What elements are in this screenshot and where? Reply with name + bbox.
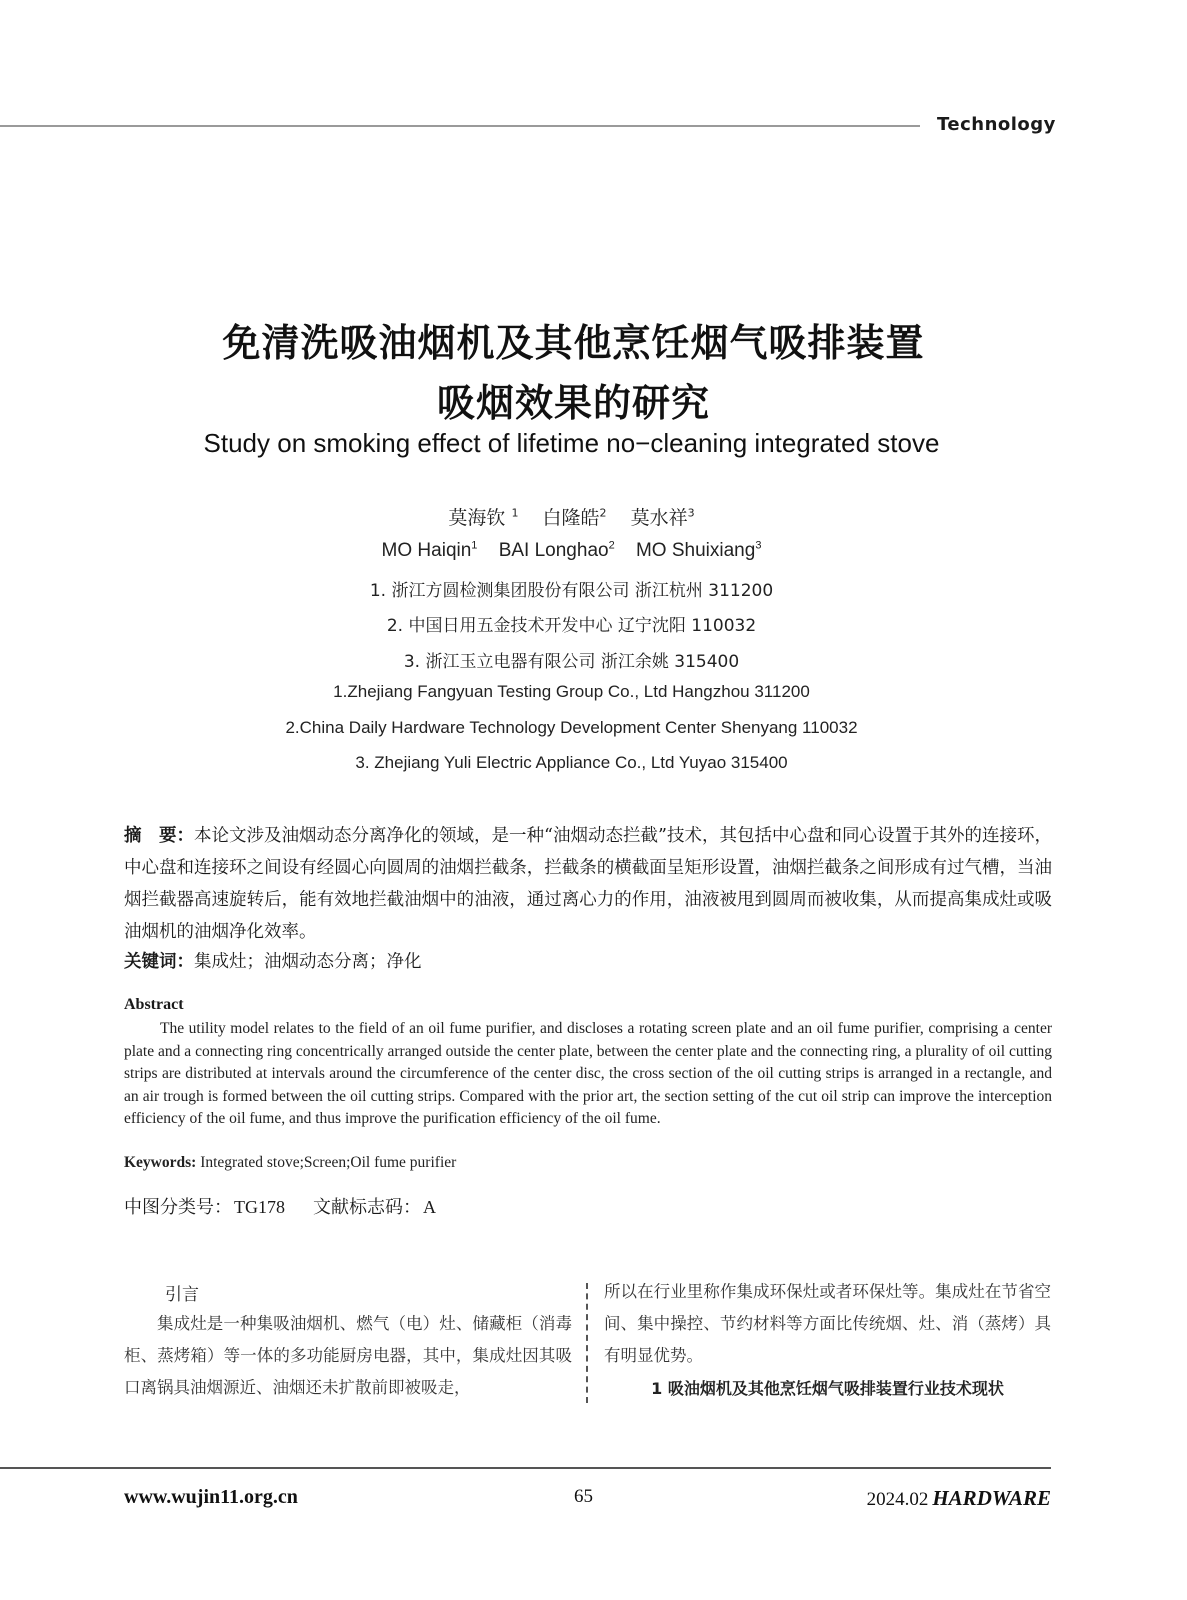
abstract-cn: [124, 820, 1052, 948]
body-left-column: 集成灶是一种集吸油烟机、燃气（电）灶、储藏柜（消毒柜、蒸烤箱）等一体的多功能厨房电器，其中，集成灶因其吸口离锅具油烟源近、油烟还未扩散前即被吸走，: [124, 1314, 572, 1397]
column-divider: [586, 1283, 588, 1403]
author-cn-1: 莫海钦 $^1$: [448, 506, 519, 529]
clc-label: 中图分类号：: [124, 1197, 232, 1218]
affiliation-cn-3: 3. 浙江玉立电器有限公司 浙江余姚 315400: [403, 652, 740, 672]
section-tag: Technology: [937, 114, 1056, 135]
doc-code-label: 文献标志码：: [313, 1197, 421, 1218]
clc-value: TG178: [234, 1197, 285, 1217]
footer-journal: [867, 1486, 1051, 1511]
doc-code-value: A: [423, 1197, 436, 1217]
footer-issue: 2024.02: [866, 1489, 929, 1510]
body-right-column: 所以在行业里称作集成环保灶或者环保灶等。集成灶在节省空间、集中操控、节约材料等方面比传统烟、灶、消（蒸烤）具有明显优势。: [604, 1282, 1051, 1365]
author-en-3: MO Shuixiang$^3$: [635, 539, 762, 561]
abstract-cn-text: 本论文涉及油烟动态分离净化的领域，是一种“油烟动态拦截”技术，其包括中心盘和同心设置于其外的连接环，中心盘和连接环之间设有经圆心向圆周的油烟拦截条，拦截条的横截面呈矩形设置，油烟拦截条之间形成有过气槽，当油烟拦截器高速旋转后，能有效地拦截油烟中的油液，通过离心力的作用，油液被甩到圆周而被收集，从而提高集成灶或吸油烟机的油烟净化效率。: [124, 826, 1053, 942]
header-rule: [0, 125, 920, 127]
affiliation-cn-2: 2. 中国日用五金技术开发中心 辽宁沈阳 110032: [386, 616, 757, 636]
affiliation-en-1: 1.Zhejiang Fangyuan Testing Group Co., Ltd Hangzhou 311200: [333, 682, 810, 701]
title-cn-line1: 免清洗吸油烟机及其他烹饪烟气吸排装置: [222, 321, 925, 365]
authors-en: [0, 540, 1143, 562]
affiliation-en-2: 2.China Daily Hardware Technology Development Center Shenyang 110032: [285, 718, 858, 737]
section-1-heading: 1 吸油烟机及其他烹饪烟气吸排装置行业技术现状: [651, 1379, 1004, 1398]
page-number: 65: [574, 1486, 593, 1507]
keywords-en-text: Integrated stove;Screen;Oil fume purifier: [200, 1154, 457, 1171]
author-en-1: MO Haiqin$^1$: [381, 539, 478, 561]
abstract-en-text: The utility model relates to the field of an oil fume purifier, and discloses a rotating screen plate and an oil fume purifier, comprising a center plate and a connecting ring concentrically arranged outside the center plate, between the center plate and the connecting ring, a plurality of oil cutting strips are distributed at intervals around the circumference of the center disc, the cross section of the oil cutting strips is arranged in a rectangle, and an air trough is formed between the oil cutting strips. Compared with the prior art, the section setting of the cut oil strip can improve the interception efficiency of the oil fume, and thus improve the purification efficiency of the oil fume.: [124, 1020, 1052, 1127]
keywords-cn: [124, 948, 422, 973]
title-en: Study on smoking effect of lifetime no−cleaning integrated stove: [203, 428, 940, 458]
footer-rule: [0, 1467, 1051, 1469]
abstract-en-heading: Abstract: [124, 996, 184, 1013]
keywords-cn-label: 关键词：: [124, 952, 194, 972]
abstract-cn-label: 摘 要：: [124, 826, 195, 846]
keywords-cn-text: 集成灶；油烟动态分离；净化: [194, 952, 422, 972]
classification: [124, 1193, 436, 1219]
author-cn-3: 莫水祥$^3$: [630, 506, 695, 529]
authors-cn: [0, 503, 1143, 530]
author-cn-2: 白隆皓$^2$: [542, 506, 607, 529]
intro-heading: 引言: [165, 1285, 199, 1305]
footer-website: www.wujin11.org.cn: [124, 1486, 298, 1508]
keywords-en-label: Keywords:: [124, 1154, 197, 1171]
footer-magazine: HARDWARE: [932, 1486, 1051, 1510]
affiliation-cn-1: 1. 浙江方圆检测集团股份有限公司 浙江杭州 311200: [369, 581, 774, 601]
affiliation-en-3: 3. Zhejiang Yuli Electric Appliance Co., Ltd Yuyao 315400: [355, 753, 788, 772]
keywords-en: [124, 1154, 456, 1172]
author-en-2: BAI Longhao$^2$: [498, 539, 615, 561]
title-cn-line2: 吸烟效果的研究: [436, 381, 710, 425]
